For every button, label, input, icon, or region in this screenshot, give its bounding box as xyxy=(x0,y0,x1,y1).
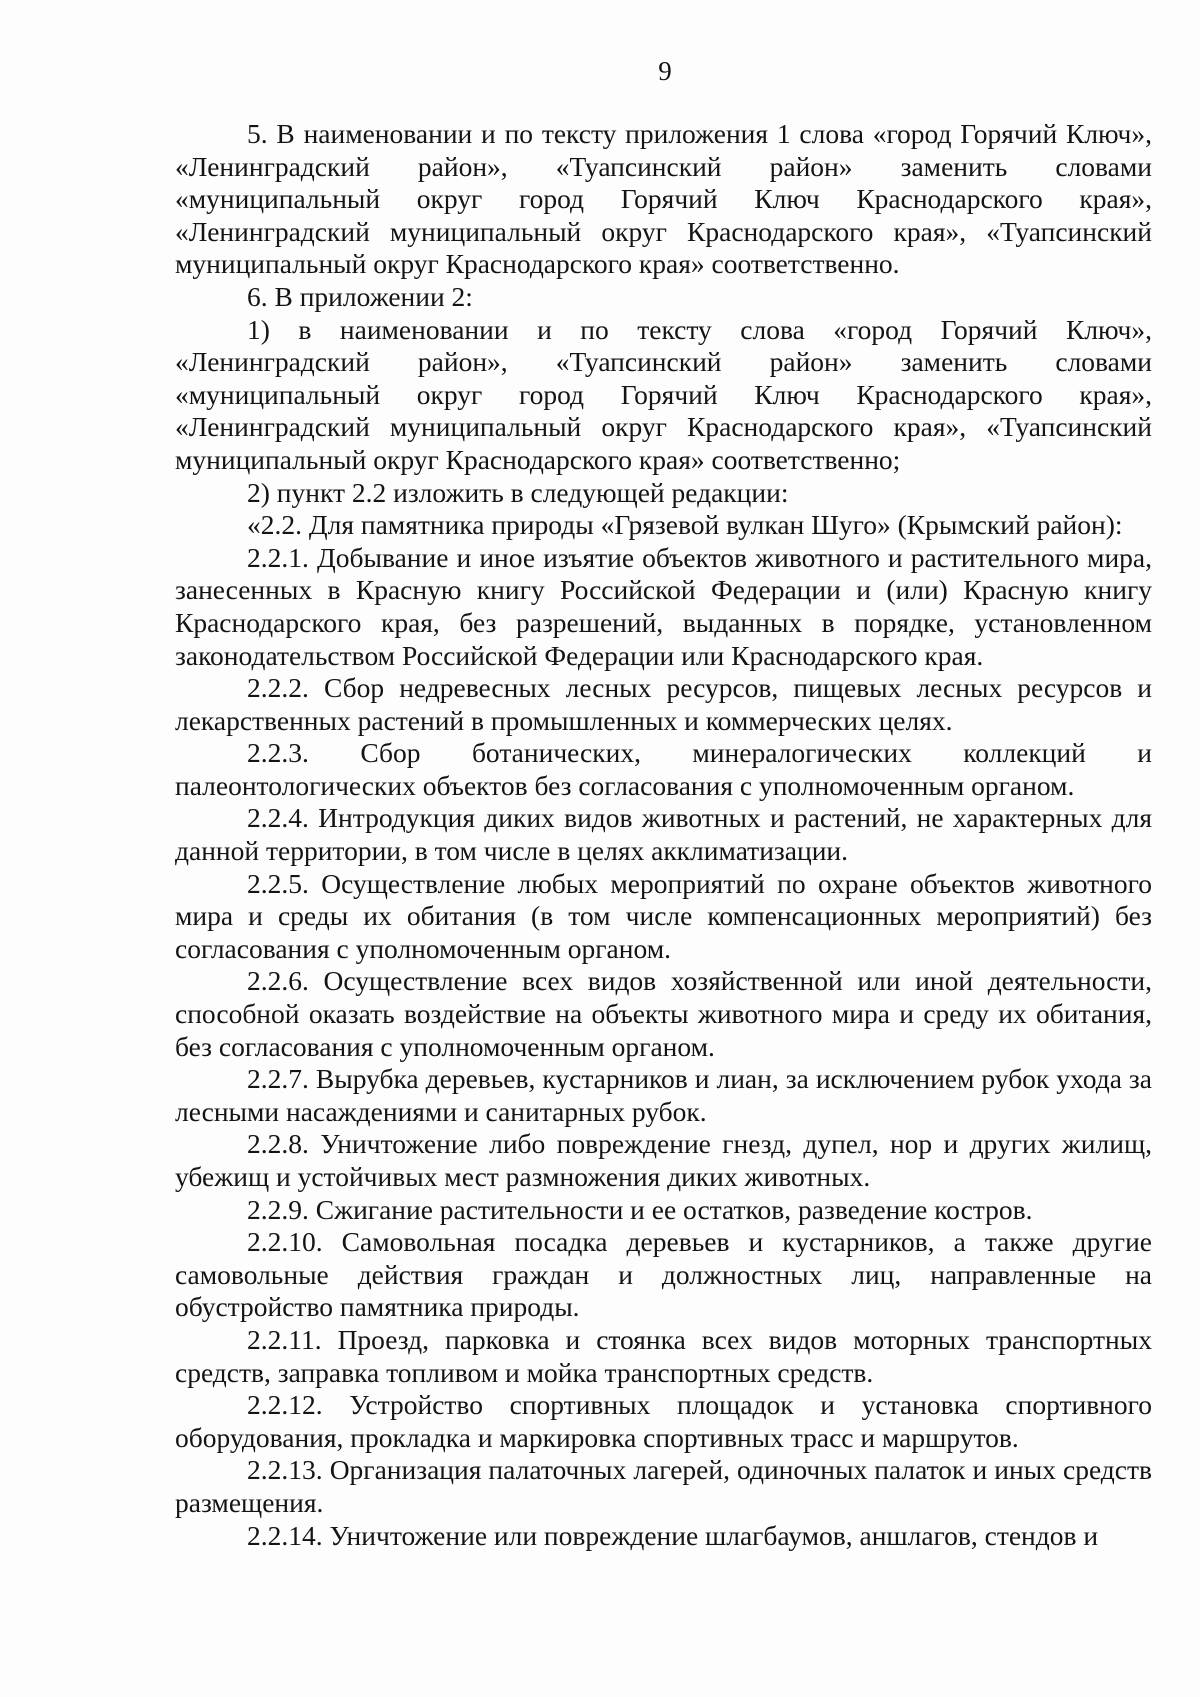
clause-2-2-10: 2.2.10. Самовольная посадка деревьев и кустарников, а также другие самовольные действия граждан и должностных лиц, направленные на обустройство памятника природы. xyxy=(175,1226,1152,1323)
document-body xyxy=(175,118,1152,1552)
subparagraph-2: 2) пункт 2.2 изложить в следующей редакции: xyxy=(247,476,789,508)
paragraph-5: 5. В наименовании и по тексту приложения 1 слова «город Горячий Ключ», «Ленинградский район», «Туапсинский район» заменить словами «муниципальный округ город Горячий Ключ Краснодарского края», «Ленинградский муниципальный округ Краснодарского края», «Туапсинский муниципальный округ Краснодарского края» соответственно. xyxy=(175,118,1152,280)
clause-2-2-7: 2.2.7. Вырубка деревьев, кустарников и лиан, за исключением рубок ухода за лесными насаждениями и санитарных рубок. xyxy=(175,1063,1152,1127)
clause-2-2-6: 2.2.6. Осуществление всех видов хозяйственной или иной деятельности, способной оказать воздействие на объекты животного мира и среду их обитания, без согласования с уполномоченным органом. xyxy=(175,965,1152,1062)
clause-2-2-1: 2.2.1. Добывание и иное изъятие объектов животного и растительного мира, занесенных в Красную книгу Российской Федерации и (или) Красную книгу Краснодарского края, без разрешений, выданных в порядке, установленном законодательством Российской Федерации или Краснодарского края. xyxy=(175,541,1152,671)
clause-2-2: «2.2. Для памятника природы «Грязевой вулкан Шуго» (Крымский район): xyxy=(247,509,1123,541)
page-number: 9 xyxy=(658,56,672,86)
subparagraph-1: 1) в наименовании и по тексту слова «город Горячий Ключ», «Ленинградский район», «Туапсинский район» заменить словами «муниципальный округ город Горячий Ключ Краснодарского края», «Ленинградский муниципальный округ Краснодарского края», «Туапсинский муниципальный округ Краснодарского края» соответственно; xyxy=(175,313,1152,475)
clause-2-2-13: 2.2.13. Организация палаточных лагерей, одиночных палаток и иных средств размещения. xyxy=(175,1454,1152,1518)
clause-2-2-9: 2.2.9. Сжигание растительности и ее остатков, разведение костров. xyxy=(247,1193,1033,1225)
clause-2-2-2: 2.2.2. Сбор недревесных лесных ресурсов, пищевых лесных ресурсов и лекарственных растений в промышленных и коммерческих целях. xyxy=(175,672,1152,736)
paragraph-6: 6. В приложении 2: xyxy=(247,280,473,312)
clause-2-2-14: 2.2.14. Уничтожение или повреждение шлагбаумов, аншлагов, стендов и xyxy=(247,1519,1099,1551)
clause-2-2-8: 2.2.8. Уничтожение либо повреждение гнезд, дупел, нор и других жилищ, убежищ и устойчивых мест размножения диких животных. xyxy=(175,1128,1152,1192)
clause-2-2-11: 2.2.11. Проезд, парковка и стоянка всех видов моторных транспортных средств, заправка топливом и мойка транспортных средств. xyxy=(175,1323,1152,1388)
clause-2-2-4: 2.2.4. Интродукция диких видов животных и растений, не характерных для данной территории, в том числе в целях акклиматизации. xyxy=(175,802,1152,867)
clause-2-2-12: 2.2.12. Устройство спортивных площадок и установка спортивного оборудования, прокладка и маркировка спортивных трасс и маршрутов. xyxy=(175,1389,1152,1453)
clause-2-2-5: 2.2.5. Осуществление любых мероприятий по охране объектов животного мира и среды их обитания (в том числе компенсационных мероприятий) без согласования с уполномоченным органом. xyxy=(175,867,1152,964)
clause-2-2-3: 2.2.3. Сбор ботанических, минералогических коллекций и палеонтологических объектов без согласования с уполномоченным органом. xyxy=(175,737,1152,801)
